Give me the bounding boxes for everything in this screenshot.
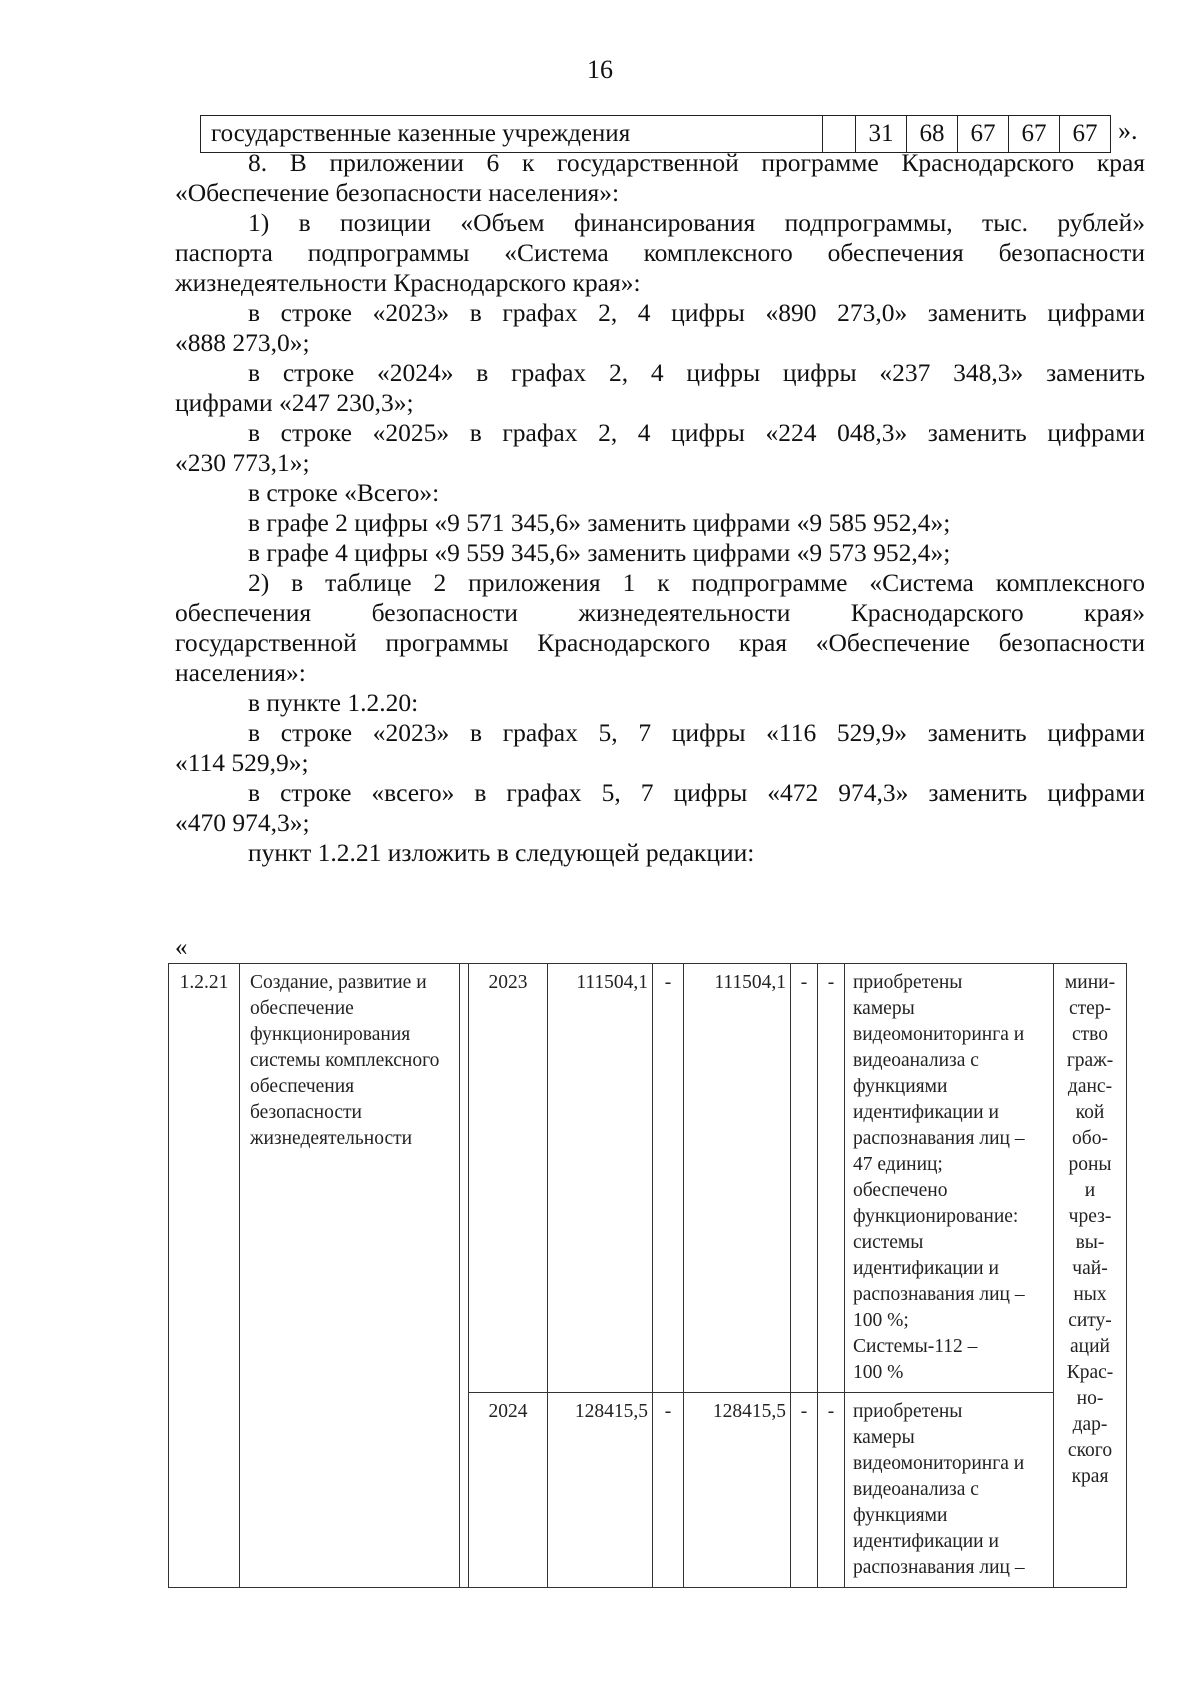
paragraph-line: в строке «Всего»: [248,478,440,507]
responsible-text: мини- стер- ство граж- данс- кой обо- роны и чрез- вы- чай- ных ситу- аций Крас- но- дар- ского края [1064,972,1116,1487]
paragraph-line: 1) в позиции «Объем финансирования подпрограммы, тыс. рублей» [248,208,1145,237]
result-cell [845,964,1054,1393]
paragraph-line: в строке «2024» в графах 2, 4 цифры цифры «237 348,3» заменить [248,358,1145,387]
regional-funding-cell: 128415,5 [684,1393,791,1588]
total-funding-cell: 128415,5 [548,1393,653,1588]
paragraph-line: жизнедеятельности Краснодарского края»: [175,268,641,297]
paragraph-line: в пункте 1.2.20: [248,688,419,717]
value-cell: 67 [1060,116,1111,153]
result-text: приобретены камеры видеомониторинга и видеоанализа с функциями идентификации и распознавания лиц – [853,1401,1025,1578]
year-cell: 2023 [469,964,548,1393]
responsible-cell [1054,964,1127,1588]
paragraph-line: в графе 2 цифры «9 571 345,6» заменить цифрами «9 585 952,4»; [248,508,951,537]
paragraph-line: в строке «2023» в графах 5, 7 цифры «116 529,9» заменить цифрами [248,718,1145,747]
result-cell [845,1393,1054,1588]
value-cell: 31 [856,116,907,153]
paragraph-line: «114 529,9»; [175,748,309,777]
gap-cell [460,964,469,1588]
table-row [169,964,1127,1393]
empty-cell [823,116,856,153]
closing-quote: ». [1118,116,1138,145]
year-cell: 2024 [469,1393,548,1588]
paragraph-line: обеспечения безопасности жизнедеятельности Краснодарского края» [175,598,1145,627]
page-number: 16 [587,55,613,84]
value-cell: 67 [958,116,1009,153]
paragraph-line: «888 273,0»; [175,328,310,357]
paragraph-line: в графе 4 цифры «9 559 345,6» заменить цифрами «9 573 952,4»; [248,538,951,567]
total-funding-cell: 111504,1 [548,964,653,1393]
paragraph-line: «470 974,3»; [175,808,310,837]
item-name-cell: Создание, развитие и обеспечение функционирования системы комплексного обеспечения безопасности жизнедеятельности [240,964,460,1588]
federal-funding-cell: - [653,1393,684,1588]
program-measures-table [168,963,1127,1588]
value-cell: 67 [1009,116,1060,153]
paragraph-line: 2) в таблице 2 приложения 1 к подпрограмме «Система комплексного [248,568,1145,597]
value-cell: 68 [907,116,958,153]
paragraph-line: пункт 1.2.21 изложить в следующей редакции: [248,838,755,867]
paragraph-line: в строке «2023» в графах 2, 4 цифры «890 273,0» заменить цифрами [248,298,1145,327]
federal-funding-cell: - [653,964,684,1393]
other-funding-cell: - [818,1393,845,1588]
paragraph-line: населения»: [175,658,306,687]
table-open-quote: « [175,934,188,961]
paragraph-line: в строке «2025» в графах 2, 4 цифры «224 048,3» заменить цифрами [248,418,1145,447]
regional-funding-cell: 111504,1 [684,964,791,1393]
item-code-cell: 1.2.21 [169,964,240,1588]
paragraph-line: государственной программы Краснодарского края «Обеспечение безопасности [175,628,1145,657]
paragraph-line: паспорта подпрограммы «Система комплексного обеспечения безопасности [175,238,1145,267]
paragraph-line: «Обеспечение безопасности населения»: [175,178,620,207]
local-funding-cell: - [791,1393,818,1588]
institution-type-cell: государственные казенные учреждения [201,116,823,153]
local-funding-cell: - [791,964,818,1393]
paragraph-line: «230 773,1»; [175,448,310,477]
other-funding-cell: - [818,964,845,1393]
result-text: приобретены камеры видеомониторинга и видеоанализа с функциями идентификации и распознавания лиц – 47 единиц; обеспечено функционирование: системы идентификации и распознавания лиц – 100 %; Системы-112 – 100 % [853,972,1025,1383]
paragraph-line: в строке «всего» в графах 5, 7 цифры «472 974,3» заменить цифрами [248,778,1145,807]
paragraph-line: 8. В приложении 6 к государственной программе Краснодарского края [248,148,1145,177]
paragraph-line: цифрами «247 230,3»; [175,388,414,417]
